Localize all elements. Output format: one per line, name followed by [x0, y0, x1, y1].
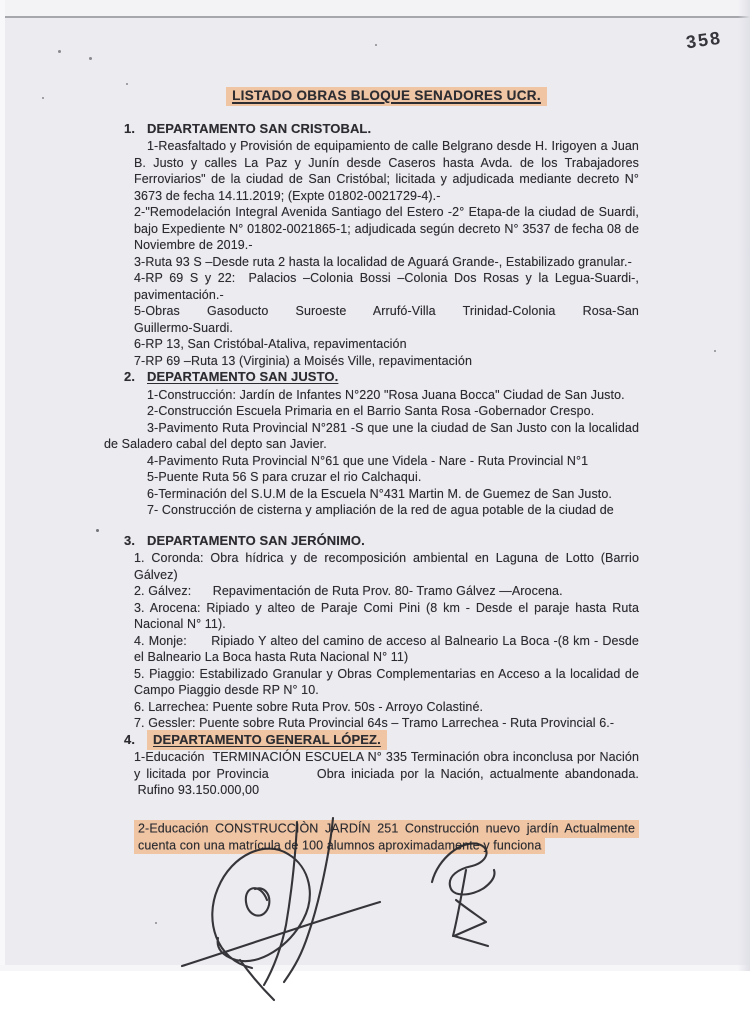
list-item: 3-Ruta 93 S –Desde ruta 2 hasta la localidad de Aguará Grande-, Estabilizado granular.-	[134, 254, 632, 269]
document-title: LISTADO OBRAS BLOQUE SENADORES UCR.	[232, 88, 541, 103]
scan-speck	[42, 97, 44, 99]
list-item: 4-RP 69 S y 22: Palacios –Colonia Bossi –Colonia Dos Rosas y la Legua-Suardi-, pavimentación.-	[134, 271, 639, 302]
list-item: 5-Puente Ruta 56 S para cruzar el rio Calchaqui.	[147, 470, 422, 484]
list-item: 2. Gálvez: Repavimentación de Ruta Prov. 80- Tramo Gálvez —Arocena.	[134, 584, 563, 598]
scan-speck	[375, 44, 377, 46]
section-heading	[124, 369, 639, 386]
section-2	[104, 369, 639, 519]
title-row	[134, 88, 639, 105]
scan-speck	[89, 57, 92, 60]
list-item: 5-Obras Gasoducto Suroeste Arrufó-Villa Trinidad-Colonia Rosa-San Guillermo-Suardi.	[134, 304, 639, 335]
signature-right	[432, 843, 495, 946]
title-highlight	[226, 87, 547, 106]
list-item: 3-Pavimento Ruta Provincial N°281 -S que une la ciudad de San Justo con la localidad de Saladero cabal del depto san Javier.	[104, 420, 639, 451]
scan-speck	[96, 529, 99, 532]
section-heading	[124, 732, 639, 749]
scan-top-edge	[0, 0, 750, 18]
scan-speck	[155, 922, 157, 924]
scan-speck	[126, 83, 128, 85]
document-content	[104, 88, 639, 854]
section-heading	[124, 121, 639, 138]
list-item: 3. Arocena: Ripiado y alteo de Paraje Comi Pini (8 km - Desde el paraje hasta Ruta Nacional N° 11).	[134, 600, 639, 631]
signature-left	[182, 818, 380, 1000]
section-number: 1.	[124, 120, 136, 136]
section-3	[124, 532, 639, 732]
list-item: 7. Gessler: Puente sobre Ruta Provincial 64s – Tramo Larrechea - Ruta Provincial 6.-	[134, 716, 615, 730]
list-item: 1-Construcción: Jardín de Infantes N°220 "Rosa Juana Bocca" Ciudad de San Justo.	[147, 387, 625, 402]
list-item: 1-Educación TERMINACIÓN ESCUELA N° 335 Terminación obra inconclusa por Nación y licitada por Provincia Obra iniciada por la Nación, actualmente abandonada. Rufino 93.150.000,00	[134, 750, 639, 797]
section-number: 3.	[124, 532, 136, 548]
list-item: 4. Monje: Ripiado Y alteo del camino de acceso al Balneario La Boca -(8 km - Desde el Balneario La Boca hasta Ruta Nacional N° 11)	[134, 633, 639, 664]
list-item: 2-Construcción Escuela Primaria en el Barrio Santa Rosa -Gobernador Crespo.	[147, 404, 595, 418]
section-heading-text: DEPARTAMENTO SAN JERÓNIMO.	[147, 532, 365, 548]
signatures-area	[170, 810, 590, 1010]
list-item: 5. Piaggio: Estabilizado Granular y Obras Complementarias en Acceso a la localidad de Campo Piaggio desde RP N° 10.	[134, 666, 639, 697]
sections-container	[104, 120, 639, 854]
section-heading-text: DEPARTAMENTO SAN JUSTO.	[147, 369, 339, 384]
section-number: 4.	[124, 731, 136, 747]
list-item: 6-RP 13, San Cristóbal-Ataliva, repavimentación	[134, 337, 407, 351]
scan-right-edge	[738, 0, 750, 971]
list-item: 7-RP 69 –Ruta 13 (Virginia) a Moisés Ville, repavimentación	[134, 353, 473, 368]
list-item: 6. Larrechea: Puente sobre Ruta Prov. 50s - Arroyo Colastiné.	[134, 699, 484, 714]
list-item: 1. Coronda: Obra hídrica y de recomposición ambiental en Laguna de Lotto (Barrio Gálvez)	[134, 551, 639, 582]
list-item: 4-Pavimento Ruta Provincial N°61 que une Videla - Nare - Ruta Provincial N°1	[147, 453, 589, 468]
scan-speck	[714, 350, 716, 352]
scan-left-edge	[0, 0, 5, 971]
item-highlight: 2-Educación CONSTRUCCIÒN JARDÍN 251 Construcción nuevo jardín Actualmente cuenta con una matrícula de 100 alumnos aproximadamente y funciona	[134, 820, 639, 854]
section-1	[124, 120, 639, 370]
section-heading-text: DEPARTAMENTO GENERAL LÓPEZ.	[153, 731, 381, 747]
list-item: 2-"Remodelación Integral Avenida Santiago del Estero -2° Etapa-de la ciudad de Suardi, bajo Expediente N° 01802-0021865-1; adjudicada según decreto N° 3537 de fecha 08 de Noviembre de 2019.-	[134, 205, 639, 252]
list-item: 1-Reasfaltado y Provisión de equipamiento de calle Belgrano desde H. Irigoyen a Juan B. Justo y calles La Paz y Junín desde Caseros hasta Avda. de los Trabajadores Ferroviarios" de la ciudad de San Cristóbal; licitada y adjudicada mediante decreto N° 3673 de fecha 14.11.2019; (Expte 01802-0021729-4).-	[134, 139, 639, 203]
section-heading-text: DEPARTAMENTO SAN CRISTOBAL.	[147, 120, 372, 136]
list-item: 7- Construcción de cisterna y ampliación de la red de agua potable de la ciudad de	[147, 503, 614, 517]
handwritten-page-number: 358	[684, 27, 724, 53]
scan-speck	[58, 50, 61, 53]
section-heading	[124, 533, 639, 550]
section-number: 2.	[124, 369, 136, 384]
heading-highlight	[147, 730, 387, 750]
list-item: 6-Terminación del S.U.M de la Escuela N°431 Martin M. de Guemez de San Justo.	[147, 486, 612, 501]
